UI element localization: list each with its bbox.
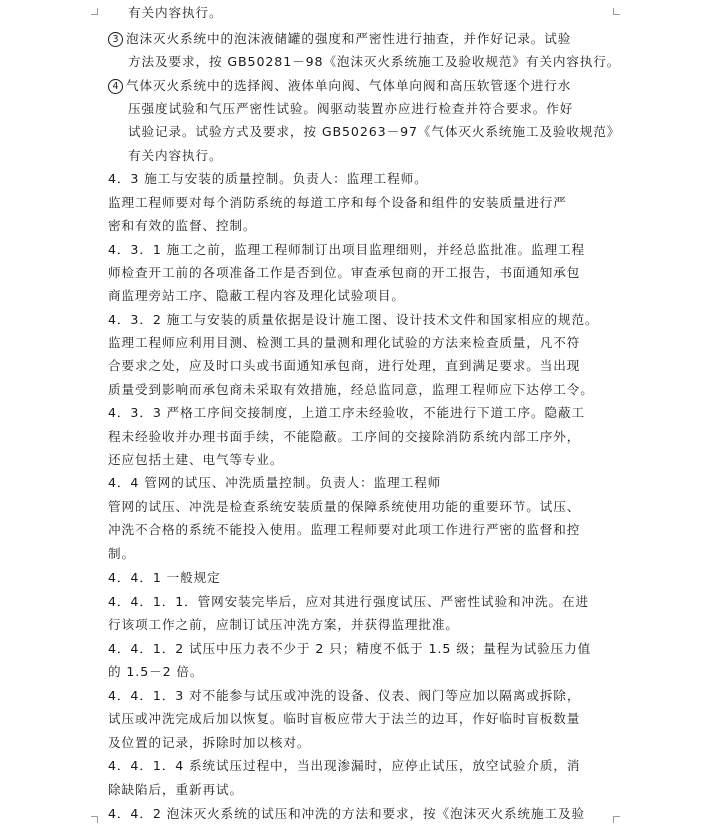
text-line: 4．3．2 施工与安装的质量依据是设计施工图、设计技术文件和国家相应的规范。 <box>108 312 599 327</box>
text-line: 还应包括土建、电气等专业。 <box>108 452 284 467</box>
text-line: 密和有效的监督、控制。 <box>108 218 257 233</box>
text-line: 4．4．2 泡沫灭火系统的试压和冲洗的方法和要求，按《泡沫灭火系统施工及验 <box>108 806 585 821</box>
text-line: 制。 <box>108 546 135 561</box>
text-line: 监理工程师要对每个消防系统的每道工序和每个设备和组件的安装质量进行严 <box>108 195 567 210</box>
text-line: 及位置的记录，拆除时加以核对。 <box>108 735 311 750</box>
text-line: 除缺陷后，重新再试。 <box>108 782 243 797</box>
text-line: 4．4．1．4 系统试压过程中，当出现渗漏时，应停止试压，放空试验介质，消 <box>108 758 581 773</box>
section-heading: 4．4 管网的试压、冲洗质量控制。负责人：监理工程师 <box>108 475 442 490</box>
text-line: 4．4．1．3 对不能参与试压或冲洗的设备、仪表、阀门等应加以隔离或拆除， <box>108 688 581 703</box>
text-line: 质量受到影响而承包商未采取有效措施，经总监同意，监理工程师应下达停工令。 <box>108 382 594 397</box>
text-line: 有关内容执行。 <box>128 5 223 20</box>
text-line: 4．3．3 严格工序间交接制度，上道工序未经验收，不能进行下道工序。隐蔽工 <box>108 405 585 420</box>
text-line: 师检查开工前的各项准备工作是否到位。审查承包商的开工报告，书面通知承包 <box>108 265 581 280</box>
page-corner-mark <box>91 816 98 823</box>
list-item-3 <box>108 31 571 47</box>
text-line: 商监理旁站工序、隐蔽工程内容及理化试验项目。 <box>108 288 405 303</box>
text-line: 4．3．1 施工之前，监理工程师制订出项目监理细则，并经总监批准。监理工程 <box>108 242 585 257</box>
page-corner-mark <box>613 8 620 15</box>
circled-number: 3 <box>108 32 123 47</box>
page-corner-mark <box>613 816 620 823</box>
text-line: 监理工程师应利用目测、检测工具的量测和理化试验的方法来检查质量，凡不符 <box>108 335 581 350</box>
page-corner-mark <box>91 8 98 15</box>
text-line: 试压或冲洗完成后加以恢复。临时盲板应带大于法兰的边耳，作好临时盲板数量 <box>108 711 581 726</box>
text-line: 气体灭火系统中的选择阀、液体单向阀、气体单向阀和高压软管逐个进行水 <box>126 78 572 93</box>
text-line: 有关内容执行。 <box>128 148 223 163</box>
text-line: 管网的试压、冲洗是检查系统安装质量的保障系统使用功能的重要环节。试压、 <box>108 499 581 514</box>
text-line: 4．4．1．1．管网安装完毕后，应对其进行强度试压、严密性试验和冲洗。在进 <box>108 594 589 609</box>
list-item-4 <box>108 78 571 94</box>
text-line: 合要求之处，应及时口头或书面通知承包商，进行处理，直到满足要求。当出现 <box>108 358 581 373</box>
text-line: 方法及要求，按 GB50281－98《泡沫灭火系统施工及验收规范》有关内容执行。 <box>128 54 621 69</box>
subsection-heading: 4．4．1 一般规定 <box>108 570 221 585</box>
text-line: 冲洗不合格的系统不能投入使用。监理工程师要对此项工作进行严密的监督和控 <box>108 522 581 537</box>
circled-number: 4 <box>108 79 123 94</box>
text-line: 程未经验收并办理书面手续，不能隐蔽。工序间的交接除消防系统内部工序外， <box>108 429 581 444</box>
section-heading: 4．3 施工与安装的质量控制。负责人：监理工程师。 <box>108 171 428 186</box>
text-line: 试验记录。试验方式及要求，按 GB50263－97《气体灭火系统施工及验收规范》 <box>128 124 621 139</box>
text-line: 的 1.5－2 倍。 <box>108 664 204 679</box>
text-line: 压强度试验和气压严密性试验。阀驱动装置亦应进行检查并符合要求。作好 <box>128 101 574 116</box>
text-line: 泡沫灭火系统中的泡沫液储罐的强度和严密性进行抽查，并作好记录。试验 <box>126 31 572 46</box>
text-line: 行该项工作之前，应制订试压冲洗方案，并获得监理批准。 <box>108 617 459 632</box>
text-line: 4．4．1．2 试压中压力表不少于 2 只；精度不低于 1.5 级；量程为试验压力值 <box>108 641 592 656</box>
